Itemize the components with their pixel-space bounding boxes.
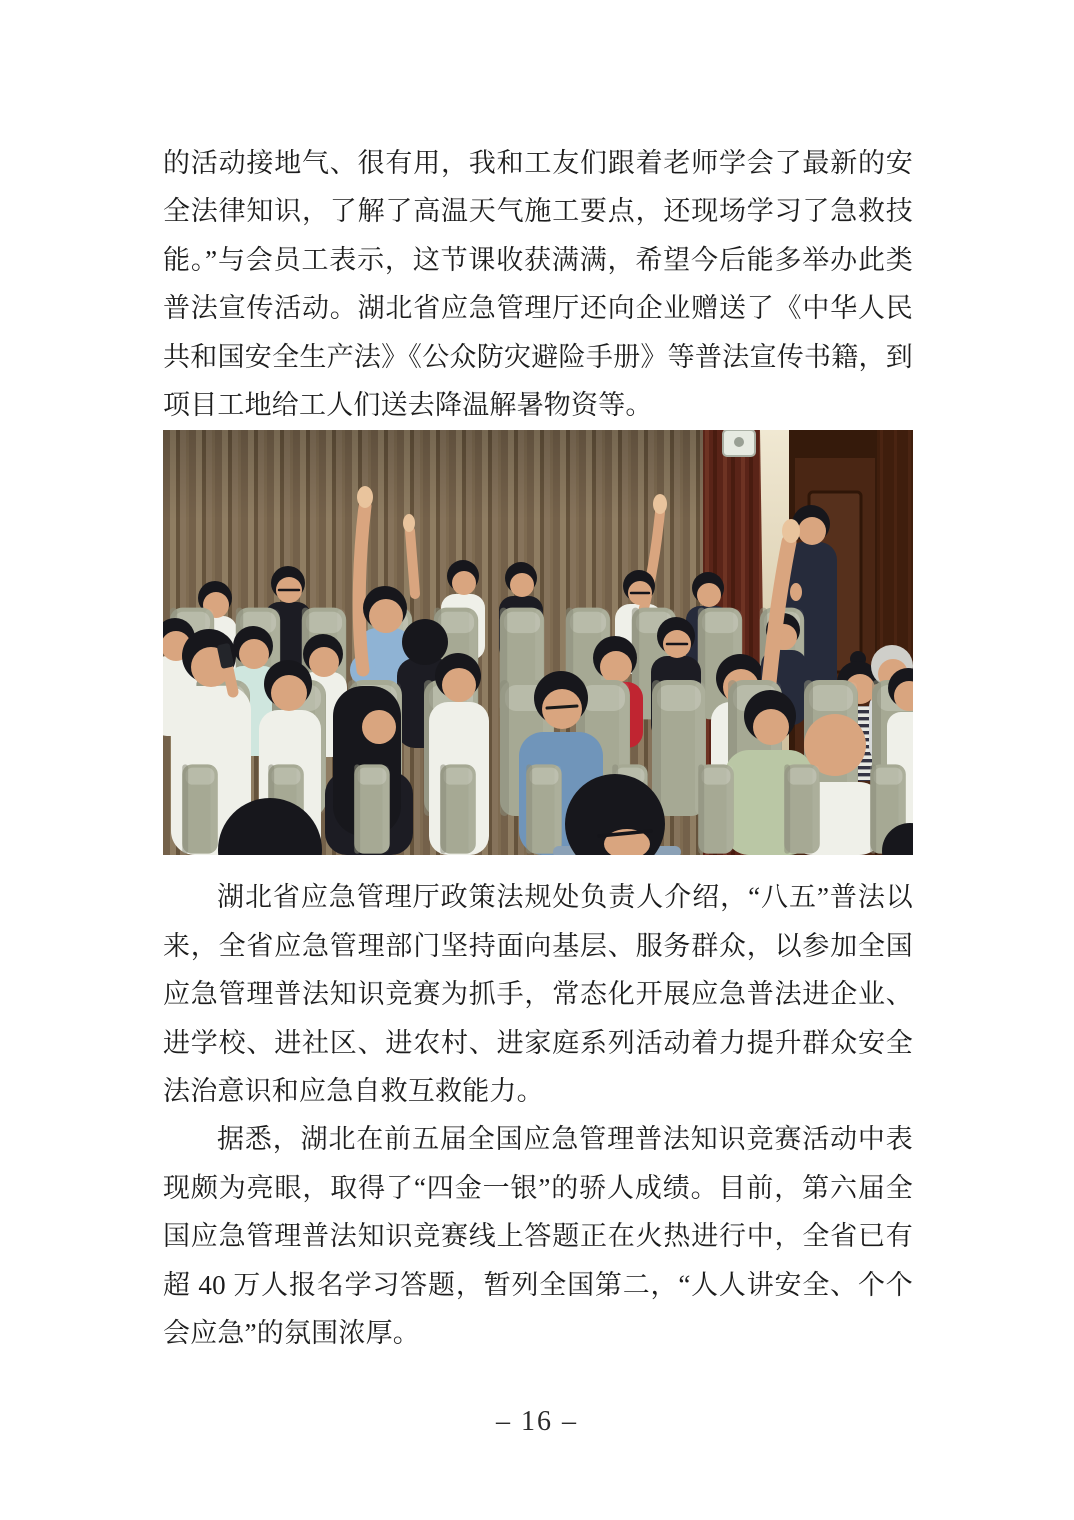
paragraph-1: 的活动接地气、很有用，我和工友们跟着老师学会了最新的安全法律知识，了解了高温天气施工要点，还现场学习了急救技能。”与会员工表示，这节课收获满满，希望今后能多举办此类普法宣传活动。湖北省应急管理厅还向企业赠送了《中华人民共和国安全生产法》《公众防灾避险手册》等普法宣传书籍，到项目工地给工人们送去降温解暑物资等。 xyxy=(163,148,913,421)
raised-hand xyxy=(782,519,800,543)
raised-hand xyxy=(653,494,667,514)
raised-hand xyxy=(357,486,373,508)
raised-arm xyxy=(359,506,365,670)
paragraph-2: 湖北省应急管理厅政策法规处负责人介绍，“八五”普法以来，全省应急管理部门坚持面向基层、服务群众，以参加全国应急管理普法知识竞赛为抓手，常态化开展应急普法进企业、进学校、进社区、进农村、进家庭系列活动着力提升群众安全法治意识和应急自救互救能力。 xyxy=(163,882,913,1107)
page-body xyxy=(163,139,913,1358)
chair xyxy=(182,765,217,854)
wall-speaker xyxy=(723,430,755,456)
chair xyxy=(526,765,561,854)
chair xyxy=(652,680,706,816)
chair xyxy=(354,765,389,854)
chair xyxy=(440,765,475,854)
chair xyxy=(784,765,819,854)
glasses-icon xyxy=(547,706,577,708)
chair xyxy=(698,765,733,854)
arm xyxy=(227,664,233,692)
page-number: – 16 – xyxy=(496,1406,578,1437)
raised-hand xyxy=(403,514,415,532)
hand xyxy=(790,583,802,601)
paragraph-3: 据悉，湖北在前五届全国应急管理普法知识竞赛活动中表现颇为亮眼，取得了“四金一银”的骄人成绩。目前，第六届全国应急管理普法知识竞赛线上答题正在火热进行中，全省已有超 40 万人报名学习答题，暂列全国第二，“人人讲安全、个个会应急”的氛围浓厚。 xyxy=(163,1124,913,1349)
meeting-photo xyxy=(163,430,913,855)
